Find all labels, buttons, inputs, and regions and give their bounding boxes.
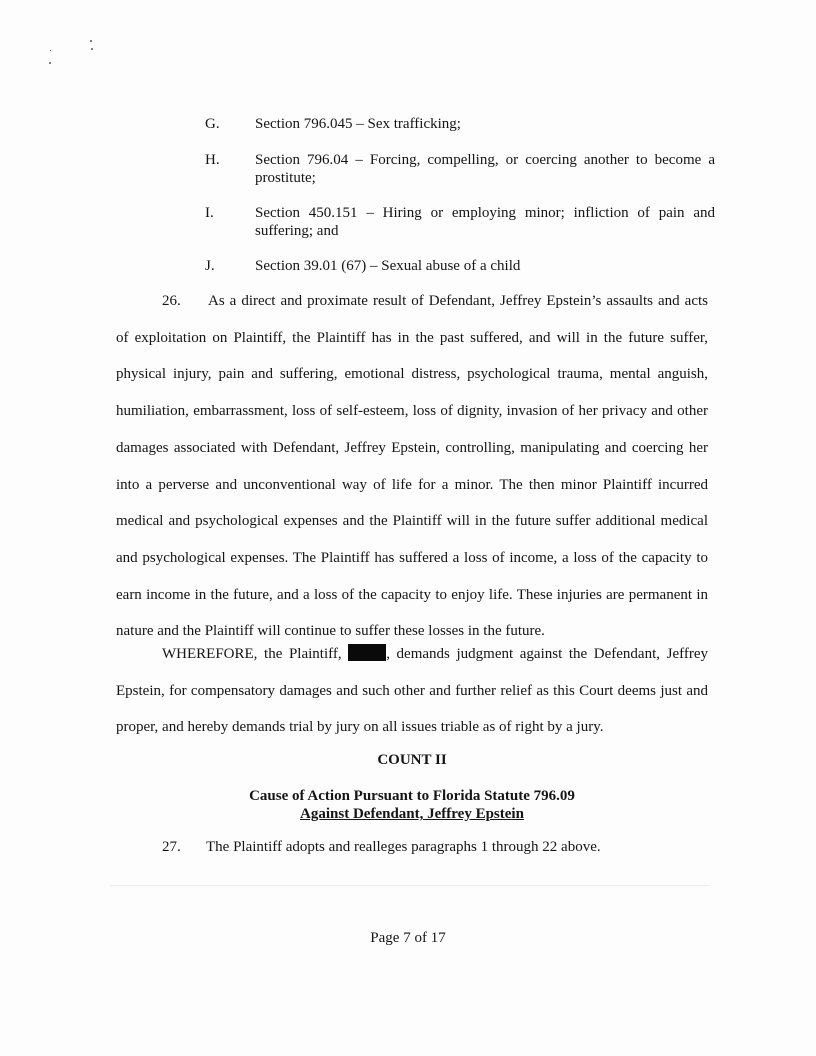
scan-speck	[50, 50, 51, 51]
list-letter: I.	[205, 205, 214, 221]
paragraph-text: As a direct and proximate result of Defendant, Jeffrey Epstein’s assaults and acts of exploitation on Plaintiff, the Plaintiff has in the past suffered, and will in the future suffer, physical injury, pain and suffering, emotional distress, psychological trauma, mental anguish, humiliation, embarrassment, loss of self-esteem, loss of dignity, invasion of her privacy and other damages associated with Defendant, Jeffrey Epstein, controlling, manipulating and coercing her into a perverse and unconventional way of life for a minor. The then minor Plaintiff incurred medical and psychological expenses and the Plaintiff will in the future suffer additional medical and psychological expenses. The Plaintiff has suffered a loss of income, a loss of the capacity to earn income in the future, and a loss of the capacity to enjoy life. These injuries are permanent in nature and the Plaintiff will continue to suffer these losses in the future.	[116, 293, 708, 640]
list-item-j	[205, 257, 715, 275]
list-item-h	[205, 151, 715, 187]
scan-speck	[49, 62, 51, 64]
wherefore-clause	[116, 636, 708, 746]
wherefore-text-end: , demands judgment against the Defendant, Jeffrey Epstein, for compensatory damages and such other and further relief as this Court deems just and proper, and hereby demands trial by jury on all issues triable as of right by a jury.	[116, 646, 708, 736]
wherefore-text-start: WHEREFORE, the Plaintiff,	[162, 646, 349, 662]
count-against: Against Defendant, Jeffrey Epstein	[300, 806, 524, 822]
list-text: Section 796.045 – Sex trafficking;	[255, 116, 461, 132]
paragraph-text: The Plaintiff adopts and realleges paragraphs 1 through 22 above.	[206, 839, 601, 855]
scan-speck	[90, 40, 92, 42]
list-item-i	[205, 204, 715, 240]
paragraph-number: 26.	[162, 293, 181, 309]
page-number: Page 7 of 17	[370, 930, 446, 946]
list-letter: H.	[205, 152, 220, 168]
count-subtitle: Cause of Action Pursuant to Florida Statute 796.09	[249, 788, 575, 804]
paragraph-number: 27.	[162, 839, 181, 855]
list-letter: G.	[205, 116, 220, 132]
list-item-g	[205, 115, 715, 133]
scan-artifact-line	[110, 885, 710, 886]
paragraph-27	[162, 838, 601, 856]
list-text: Section 39.01 (67) – Sexual abuse of a child	[255, 258, 521, 274]
list-text: Section 796.04 – Forcing, compelling, or coercing another to become a prostitute;	[255, 152, 715, 186]
list-letter: J.	[205, 258, 215, 274]
redaction-block	[348, 644, 386, 661]
paragraph-26	[116, 283, 708, 650]
list-text: Section 450.151 – Hiring or employing minor; infliction of pain and suffering; and	[255, 205, 715, 239]
count-title: COUNT II	[377, 752, 447, 768]
scan-speck	[91, 48, 93, 50]
